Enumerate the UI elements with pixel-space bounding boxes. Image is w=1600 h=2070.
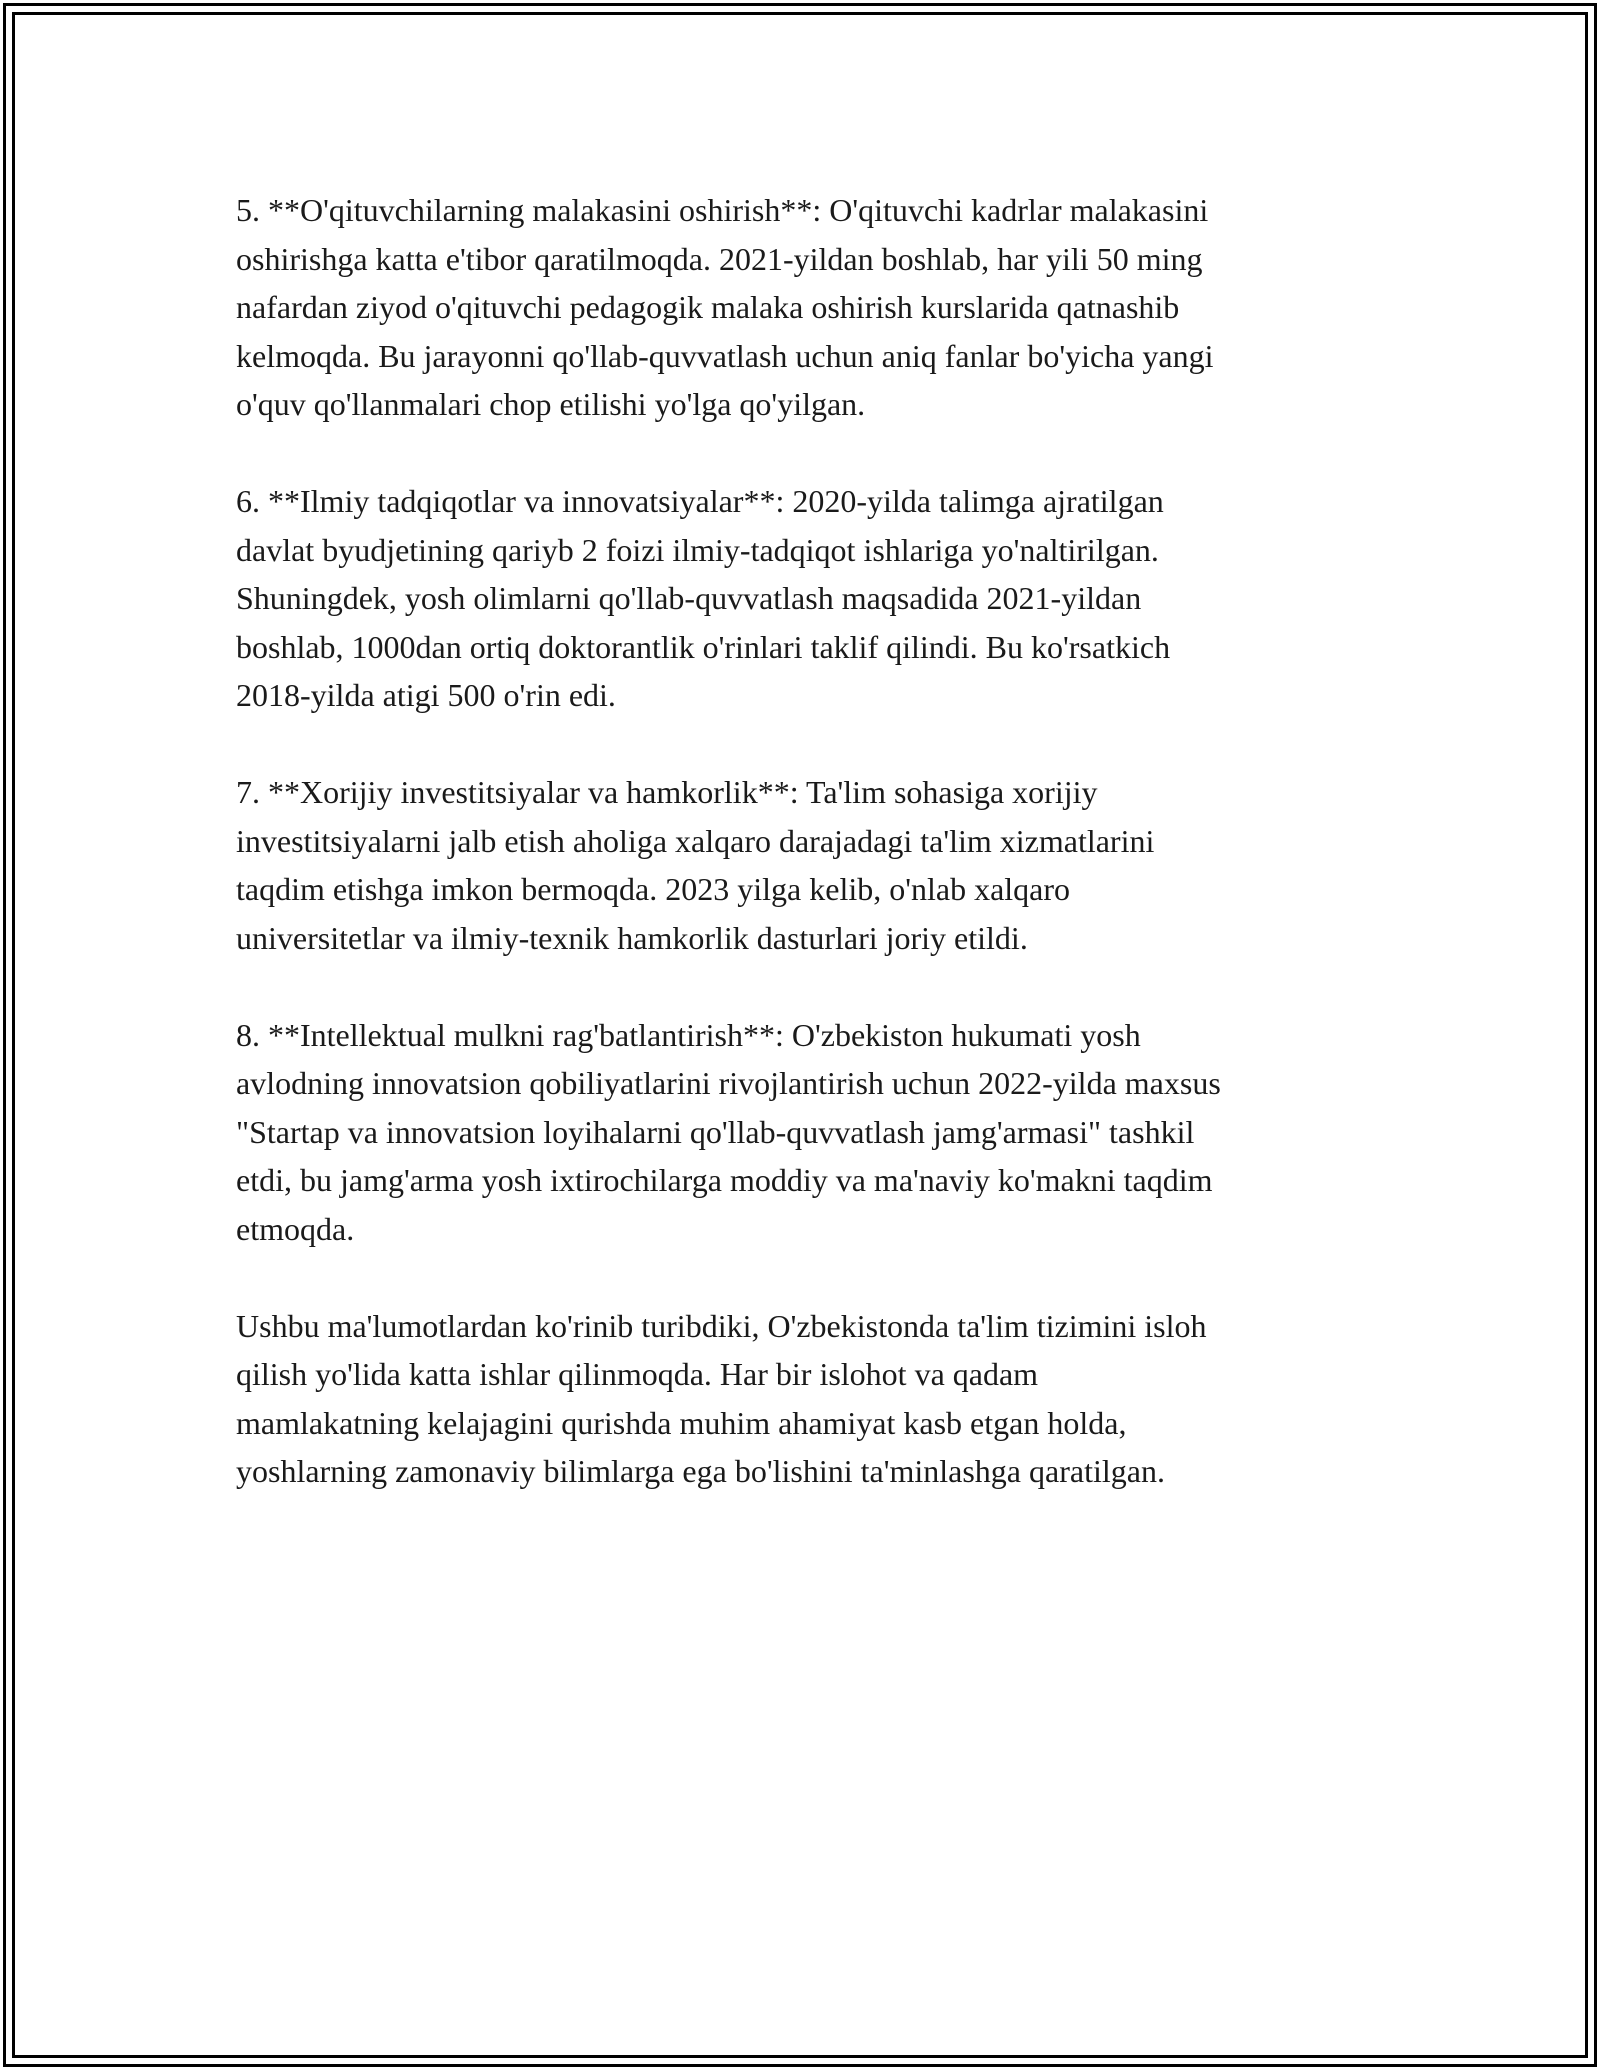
paragraph-conclusion: Ushbu ma'lumotlardan ko'rinib turibdiki, O'zbekistonda ta'lim tizimini isloh qilish yo'lida katta ishlar qilinmoqda. Har bir islohot va qadam mamlakatning kelajagini qurishda muhim ahamiyat kasb etgan holda, yoshlarning zamonaviy bilimlarga ega bo'lishini ta'minlashga qaratilgan. — [236, 1307, 1207, 1489]
paragraph-scientific-research: 6. **Ilmiy tadqiqotlar va innovatsiyalar**: 2020-yilda talimga ajratilgan davlat byudjetining qariyb 2 foizi ilmiy-tadqiqot ishlariga yo'naltirilgan. Shuningdek, yosh olimlarni qo'llab-quvvatlash maqsadida 2021-yildan boshlab, 1000dan ortiq doktorantlik o'rinlari taklif qilindi. Bu ko'rsatkich 2018-yilda atigi 500 o'rin edi. — [236, 483, 1171, 713]
paragraph-teacher-training: 5. **O'qituvchilarning malakasini oshirish**: O'qituvchi kadrlar malakasini oshirishga katta e'tibor qaratilmoqda. 2021-yildan boshlab, har yili 50 ming nafardan ziyod o'qituvchi pedagogik malaka oshirish kurslarida qatnashib kelmoqda. Bu jarayonni qo'llab-quvvatlash uchun aniq fanlar bo'yicha yangi o'quv qo'llanmalari chop etilishi yo'lga qo'yilgan. — [236, 192, 1214, 422]
paragraph-intellectual-property: 8. **Intellektual mulkni rag'batlantirish**: O'zbekiston hukumati yosh avlodning innovatsion qobiliyatlarini rivojlantirish uchun 2022-yilda maxsus "Startap va innovatsion loyihalarni qo'llab-quvvatlash jamg'armasi" tashkil etdi, bu jamg'arma yosh ixtirochilarga moddiy va ma'naviy ko'makni taqdim etmoqda. — [236, 1016, 1221, 1247]
document-body — [236, 186, 1366, 1544]
paragraph-foreign-investment: 7. **Xorijiy investitsiyalar va hamkorlik**: Ta'lim sohasiga xorijiy investitsiyalarni jalb etish aholiga xalqaro darajadagi ta'lim xizmatlarini taqdim etishga imkon bermoqda. 2023 yilga kelib, o'nlab xalqaro universitetlar va ilmiy-texnik hamkorlik dasturlari joriy etildi. — [236, 774, 1155, 956]
